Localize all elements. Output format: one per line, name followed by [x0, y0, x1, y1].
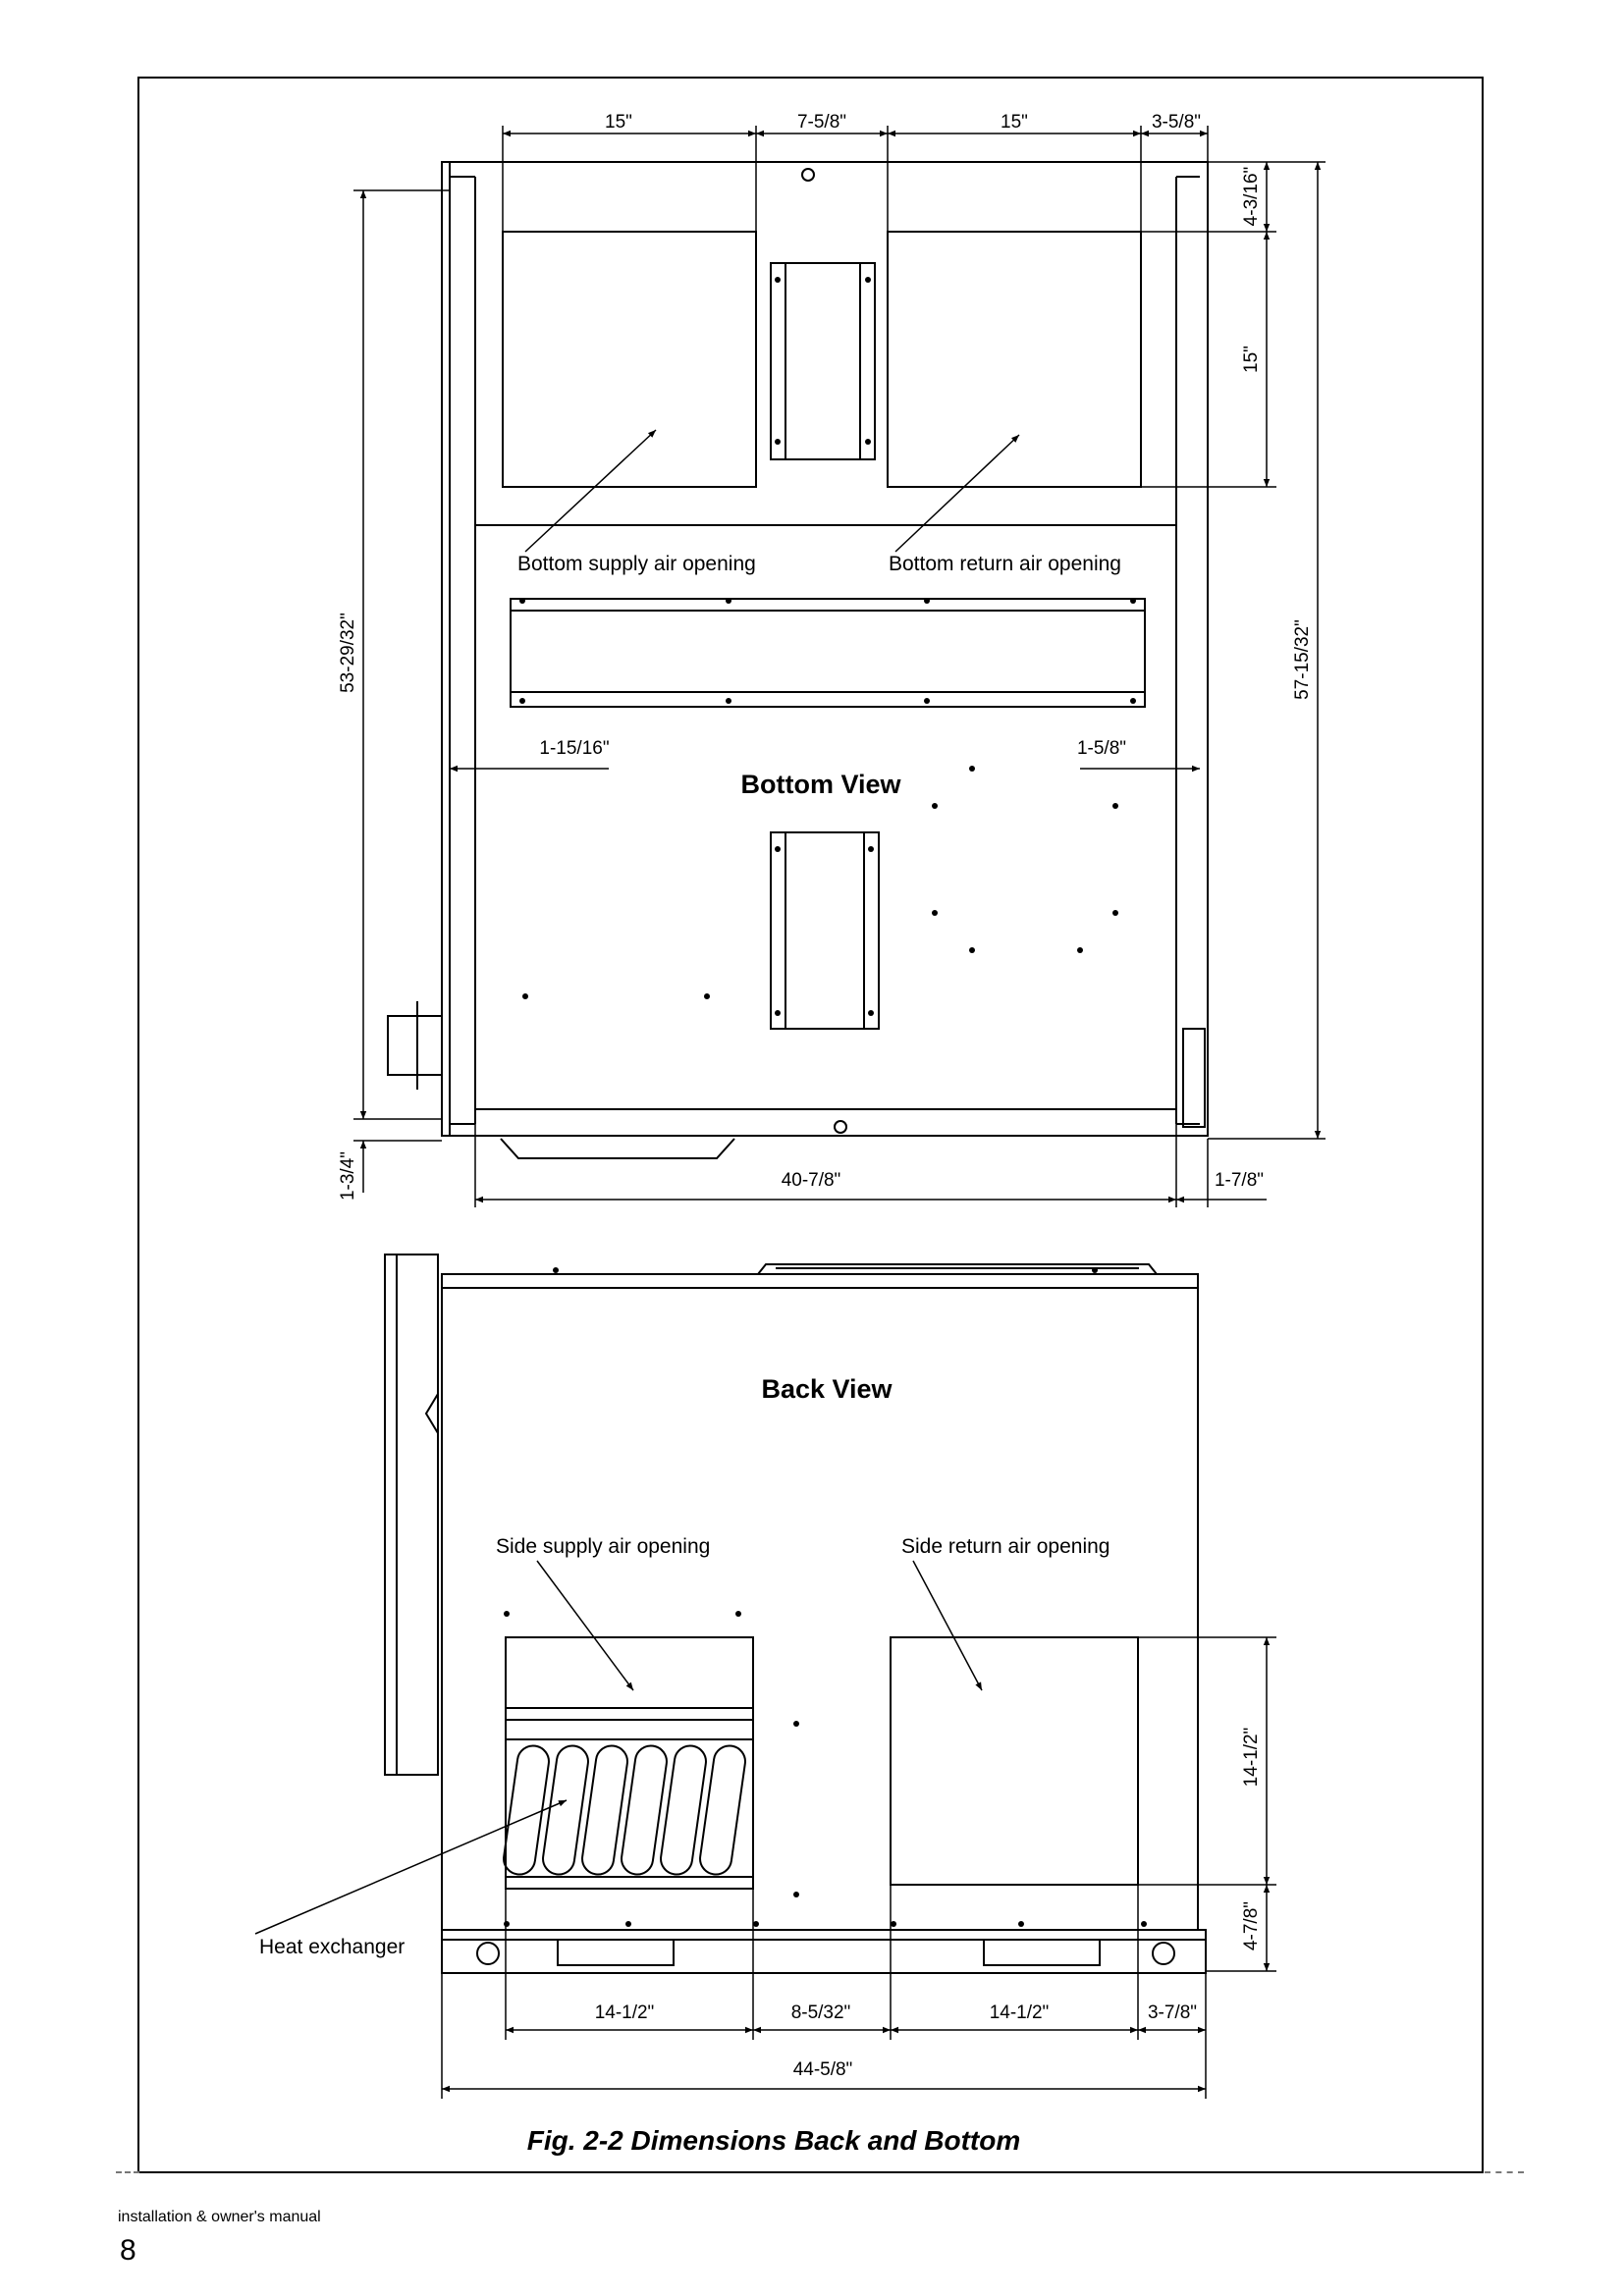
label-bottom-return: Bottom return air opening	[889, 553, 1121, 575]
dim-bottom-left-total: 53-29/32"	[338, 613, 358, 693]
label-side-supply: Side supply air opening	[496, 1535, 711, 1558]
back-view-outline	[442, 1274, 1198, 1930]
figure-caption: Fig. 2-2 Dimensions Back and Bottom	[526, 2125, 1021, 2156]
dim-back-b3: 14-1/2"	[989, 2002, 1050, 2023]
dim-bottom-right-opening: 15"	[1241, 346, 1262, 373]
label-heat-exchanger: Heat exchanger	[259, 1936, 406, 1958]
dim-bottom-top-3: 15"	[1001, 112, 1028, 133]
back-side-panel	[385, 1255, 438, 1775]
back-return-opening	[891, 1637, 1138, 1885]
bottom-supply-opening	[503, 232, 756, 487]
dim-back-b4: 3-7/8"	[1147, 2002, 1198, 2023]
dim-bottom-right-total: 57-15/32"	[1292, 619, 1313, 700]
dim-back-right-base: 4-7/8"	[1241, 1900, 1262, 1951]
bottom-return-opening	[888, 232, 1141, 487]
dim-bottom-top-1: 15"	[605, 112, 632, 133]
back-view-text	[259, 1374, 1262, 2080]
bottom-lower-bracket	[771, 832, 879, 1029]
label-side-return: Side return air opening	[901, 1535, 1110, 1558]
back-view-dimensions	[255, 1561, 1276, 2099]
dim-back-b2: 8-5/32"	[790, 2002, 851, 2023]
back-supply-opening	[506, 1637, 753, 1889]
dim-bottom-inner-right: 1-5/8"	[1076, 738, 1127, 759]
bottom-center-panel	[511, 599, 1145, 707]
bottom-view-title: Bottom View	[740, 770, 901, 799]
dim-bottom-top-4: 3-5/8"	[1151, 112, 1202, 133]
bottom-view-text	[338, 112, 1313, 1201]
bottom-view-outline	[442, 162, 1208, 1136]
dim-bottom-left-bottom: 1-3/4"	[338, 1150, 358, 1201]
dim-bottom-top-2: 7-5/8"	[796, 112, 847, 133]
bottom-view	[388, 162, 1208, 1158]
bottom-view-rivets	[519, 277, 1136, 1016]
dim-bottom-right: 1-7/8"	[1214, 1170, 1265, 1191]
dim-bottom-inner-left: 1-15/16"	[539, 738, 610, 759]
footer-text: installation & owner's manual	[118, 2209, 321, 2225]
bottom-side-box	[388, 1016, 442, 1075]
bottom-view-dimensions	[353, 126, 1326, 1207]
dim-back-right-opening: 14-1/2"	[1241, 1727, 1262, 1788]
page-number: 8	[120, 2234, 136, 2267]
dim-back-b1: 14-1/2"	[594, 2002, 655, 2023]
back-base-rail	[442, 1930, 1206, 1973]
heat-exchanger-tubes	[502, 1743, 747, 1876]
back-view-rivets	[504, 1267, 1147, 1927]
dim-bottom-right-top: 4-3/16"	[1241, 166, 1262, 227]
dim-back-total: 44-5/8"	[792, 2059, 853, 2080]
label-bottom-supply: Bottom supply air opening	[517, 553, 756, 575]
back-view-title: Back View	[761, 1374, 893, 1404]
dim-bottom-width: 40-7/8"	[781, 1170, 841, 1191]
